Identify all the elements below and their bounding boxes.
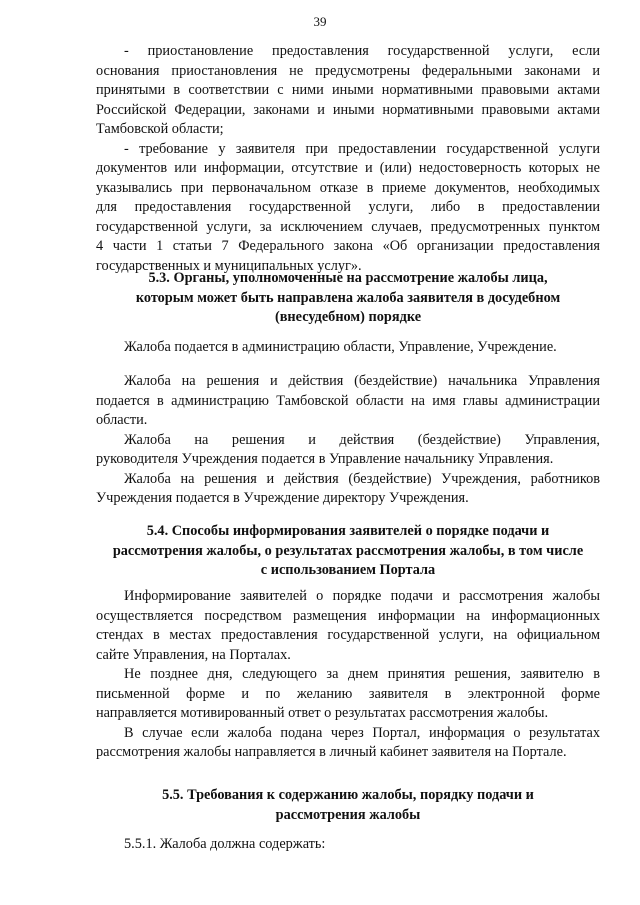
text-line: рассмотрения жалобы направляется в личный кабинет заявителя на Портале. [96, 744, 567, 760]
paragraph-5-4 [96, 587, 600, 763]
text-line: принятыми в соответствии с ними иными нормативными правовыми актами [96, 82, 600, 98]
text-line: письменной форме и по желанию заявителя в электронной форме [96, 685, 600, 702]
text-line: 4 части 1 статьи 7 Федерального закона «Об организации предоставления [96, 238, 600, 254]
text-line: Жалоба на решения и действия (бездействие) Учреждения, работников [124, 470, 600, 487]
text-line: 5.5.1. Жалоба должна содержать: [124, 836, 326, 852]
section-heading-5-4 [96, 522, 600, 581]
text-line: Информирование заявителей о порядке подачи и рассмотрения жалобы [124, 588, 600, 604]
heading-line: 5.4. Способы информирования заявителей о порядке подачи и [146, 523, 550, 539]
text-line: основания приостановления не предусмотрены федеральными законами и [96, 62, 600, 79]
text-line: документов или информации, отсутствие и (или) недостоверность которых не [96, 160, 600, 176]
text-line: В случае если жалоба подана через Портал, информация о результатах [124, 724, 600, 741]
text-line: указывались при первоначальном отказе в приеме документов, необходимых [96, 179, 600, 196]
heading-line: рассмотрения жалобы, о результатах рассмотрения жалобы, в том числе [112, 542, 584, 559]
text-line: Жалоба на решения и действия (бездействие) начальника Управления [124, 373, 600, 389]
paragraph-5-5-1 [96, 835, 600, 855]
heading-line: рассмотрения жалобы [275, 806, 421, 823]
heading-line: (внесудебном) порядке [274, 309, 422, 325]
intro-paragraphs [96, 42, 600, 276]
text-line: - требование у заявителя при предоставлении государственной услуги [124, 140, 600, 157]
section-heading-5-5 [96, 786, 600, 825]
section-heading-5-3 [96, 269, 600, 328]
text-line: Российской Федерации, законами и иными нормативными правовыми актами [96, 101, 600, 118]
text-line: - приостановление предоставления государственной услуги, если [124, 43, 600, 59]
text-line: Жалоба на решения и действия (бездействие) Управления, [124, 431, 600, 448]
heading-line: с использованием Портала [260, 562, 436, 578]
text-line: государственных и муниципальных услуг». [96, 257, 362, 274]
text-line: Жалоба подается в администрацию области, Управление, Учреждение. [124, 339, 557, 355]
heading-line: 5.5. Требования к содержанию жалобы, порядку подачи и [162, 787, 534, 803]
heading-line: которым может быть направлена жалоба заявителя в досудебном [135, 289, 561, 306]
text-line: государственной услуги, за исключением случаев, предусмотренных пунктом [96, 218, 600, 235]
text-line: подается в администрацию Тамбовской области на имя главы администрации [96, 392, 600, 409]
paragraph-5-3-b [96, 372, 600, 509]
text-line: направляется мотивированный ответ о результатах рассмотрения жалобы. [96, 705, 549, 721]
heading-line: 5.3. Органы, уполномоченные на рассмотрение жалобы лица, [148, 270, 548, 286]
text-line: Не позднее дня, следующего за днем принятия решения, заявителю в [124, 666, 600, 682]
text-line: сайте Управления, на Порталах. [96, 646, 291, 663]
text-line: области. [96, 412, 148, 428]
text-line: стендах в местах предоставления государственной услуги, на официальном [96, 627, 600, 643]
paragraph-5-3-a [96, 338, 600, 358]
text-line: осуществляется посредством размещения информации на информационных [96, 607, 600, 624]
text-line: Тамбовской области; [96, 121, 224, 137]
page-number: 39 [313, 14, 327, 29]
text-line: для предоставления государственной услуги, либо в предоставлении [96, 199, 600, 215]
text-line: Учреждения подается в Учреждение директору Учреждения. [96, 490, 469, 506]
text-line: руководителя Учреждения подается в Управление начальнику Управления. [96, 451, 554, 467]
